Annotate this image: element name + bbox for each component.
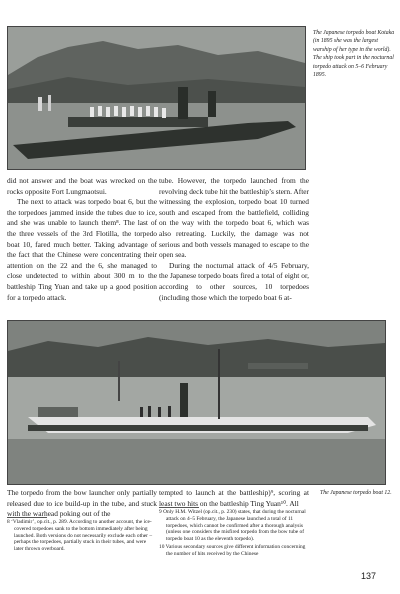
text-column-3 <box>7 488 157 520</box>
footnote-number: 8 <box>7 519 10 525</box>
text-column-2 <box>159 176 309 303</box>
footnote <box>7 519 155 553</box>
photo2-caption: The Japanese torpedo boat 12. <box>320 490 392 496</box>
photo-torpedo-boat-kotaka <box>7 26 306 170</box>
paragraph: The torpedo from the bow launcher only partially released due to ice build-up in the tube, and stuck with the warhead poking out of the <box>7 488 157 519</box>
footnote-divider <box>7 517 47 518</box>
footnote-text: Various secondary sources give different information concerning the number of hits received by the Chinese <box>165 544 306 558</box>
footnote <box>159 544 309 558</box>
footnote-text: ‘Vladimir’, op.cit., p. 289. According to another account, the ice-covered torpedoes sank to the bottom immediately after being launched. Both versions do not necessarily exclude each other – perhaps the torpedoes, partially stuck in their tubes, and were later thrown overboard. <box>11 519 153 553</box>
paragraph: did not answer and the boat was wrecked on the rocks opposite Fort Lungmaotsui. <box>7 176 157 196</box>
footnote-number: 9 <box>159 509 162 515</box>
photo-torpedo-boat-12 <box>7 320 386 485</box>
footnotes-right <box>159 509 309 560</box>
paragraph: During the nocturnal attack of 4/5 February, the Japanese torpedo boats fired a total of eight or, according to other sources, 10 torpedoes (including those which the torpedo boat 6 at- <box>159 260 309 302</box>
paragraph: The next to attack was torpedo boat 6, but the the torpedoes jammed inside the tubes due to ice, and she was unable to launch them⁸. The last of the three vessels of the 3rd Flotilla, the torpedo boat 10, fared much better. Taking advantage of the fact that the Chinese were concentrating their attention on the 22 and the 6, she managed to close undetected to within about 300 m to the battleship Ting Yuan and take up a good position for a torpedo attack. <box>7 197 157 302</box>
photo1-caption: The Japanese torpedo boat Kotaka (in 1895 she was the largest warship of her type in the world). The ship took part in the nocturnal torpedo attack on 5–6 February 1895. <box>313 30 395 79</box>
text-column-1 <box>7 176 157 303</box>
footnote-text: Only H.M. Witzel (op.cit., p. 230) states, that during the nocturnal attack on 4–5 February, the Japanese launched a total of 11 torpedoes, which cannot be confirmed after a thorough analysis (unless one considers the misfired torpedo from the bow tube of torpedo boat 10 as the eleventh torpedo). <box>163 509 306 543</box>
paragraph: tempted to launch at the battleship)⁹, scoring at least two hits on the battleship Ting Yuan¹⁰. All <box>159 488 309 508</box>
footnotes-left <box>7 519 155 554</box>
footnote-divider <box>159 507 199 508</box>
page-number: 137 <box>361 571 377 581</box>
text-column-4 <box>159 488 309 509</box>
footnote-number: 10 <box>159 544 165 551</box>
paragraph: tube. However, the torpedo launched from the revolving deck tube hit the battleship’s stern. After witnessing the explosion, torpedo boat 10 turned south and escaped from the battlefield, colliding on the way with the torpedo boat 6, which was also retreating. Luckily, the damage was not serious and both vessels managed to escape to the open sea. <box>159 176 309 260</box>
footnote <box>159 509 309 543</box>
